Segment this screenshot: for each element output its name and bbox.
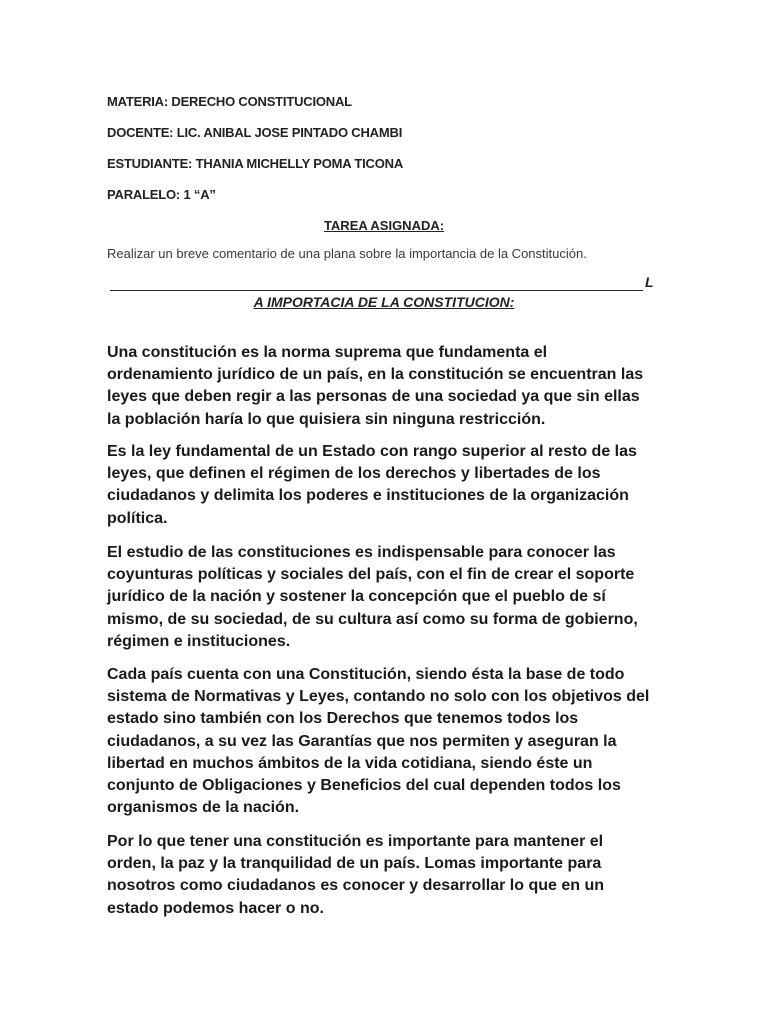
essay-paragraph-4 [107, 664, 667, 819]
task-description: Realizar un breve comentario de una plana sobre la importancia de la Constitución. [107, 246, 587, 261]
paragraph-line: ciudadanos y delimita los poderes e instituciones de la organización [107, 487, 629, 505]
essay-title: A IMPORTACIA DE LA CONSTITUCION: [253, 294, 515, 310]
paragraph-line: la población haría lo que quisiera sin ninguna restricción. [107, 410, 546, 428]
paragraph-line: Por lo que tener una constitución es importante para mantener el [107, 833, 604, 850]
paragraph-line: conjunto de Obligaciones y Beneficios del cual dependen todos los [107, 777, 621, 795]
paragraph-line: estado sino también con los Derechos que tenemos todos los [107, 710, 579, 728]
paragraph-line: Cada país cuenta con una Constitución, siendo ésta la base de todo [107, 666, 625, 683]
paragraph-line: régimen e instituciones. [107, 632, 291, 650]
paragraph-line: Es la ley fundamental de un Estado con rango superior al resto de las [107, 443, 637, 460]
essay-paragraph-1 [107, 342, 667, 431]
paragraph-line: leyes que deben regir a las personas de una sociedad ya que sin ellas [107, 388, 640, 406]
header-docente: DOCENTE: LIC. ANIBAL JOSE PINTADO CHAMBI [107, 125, 403, 140]
paragraph-line: nosotros como ciudadanos es conocer y desarrollar lo que en un [107, 877, 605, 895]
header-estudiante: ESTUDIANTE: THANIA MICHELLY POMA TICONA [107, 156, 404, 171]
header-materia: MATERIA: DERECHO CONSTITUCIONAL [107, 94, 352, 109]
paragraph-line: ciudadanos, a su vez las Garantías que nos permiten y aseguran la [107, 732, 617, 750]
essay-title-initial: L [645, 274, 654, 290]
paragraph-line: coyunturas políticas y sociales del país, con el fin de crear el soporte [107, 566, 635, 584]
title-underline-rule [110, 290, 643, 291]
paragraph-line: libertad en muchos ámbitos de la vida cotidiana, siendo éste un [107, 754, 593, 772]
paragraph-line: ordenamiento jurídico de un país, en la constitución se encuentran las [107, 366, 644, 384]
paragraph-line: jurídico de la nación y sostener la concepción que el pueblo de sí [107, 588, 606, 606]
header-paralelo: PARALELO: 1 “A” [107, 187, 216, 202]
paragraph-line: mismo, de su sociedad, de su cultura así como su forma de gobierno, [107, 610, 638, 628]
essay-paragraph-2 [107, 441, 667, 530]
paragraph-line: Una constitución es la norma suprema que fundamenta el [107, 344, 548, 361]
paragraph-line: política. [107, 509, 168, 527]
paragraph-line: El estudio de las constituciones es indispensable para conocer las [107, 544, 616, 561]
essay-paragraph-3 [107, 542, 667, 653]
paragraph-line: sistema de Normativas y Leyes, contando no solo con los objetivos del [107, 688, 650, 706]
paragraph-line: orden, la paz y la tranquilidad de un país. Lomas importante para [107, 855, 602, 873]
paragraph-line: leyes, que definen el régimen de los derechos y libertades de los [107, 465, 601, 483]
paragraph-line: estado podemos hacer o no. [107, 899, 324, 917]
essay-paragraph-5 [107, 831, 667, 920]
paragraph-line: organismos de la nación. [107, 799, 300, 817]
task-title: TAREA ASIGNADA: [323, 218, 445, 233]
